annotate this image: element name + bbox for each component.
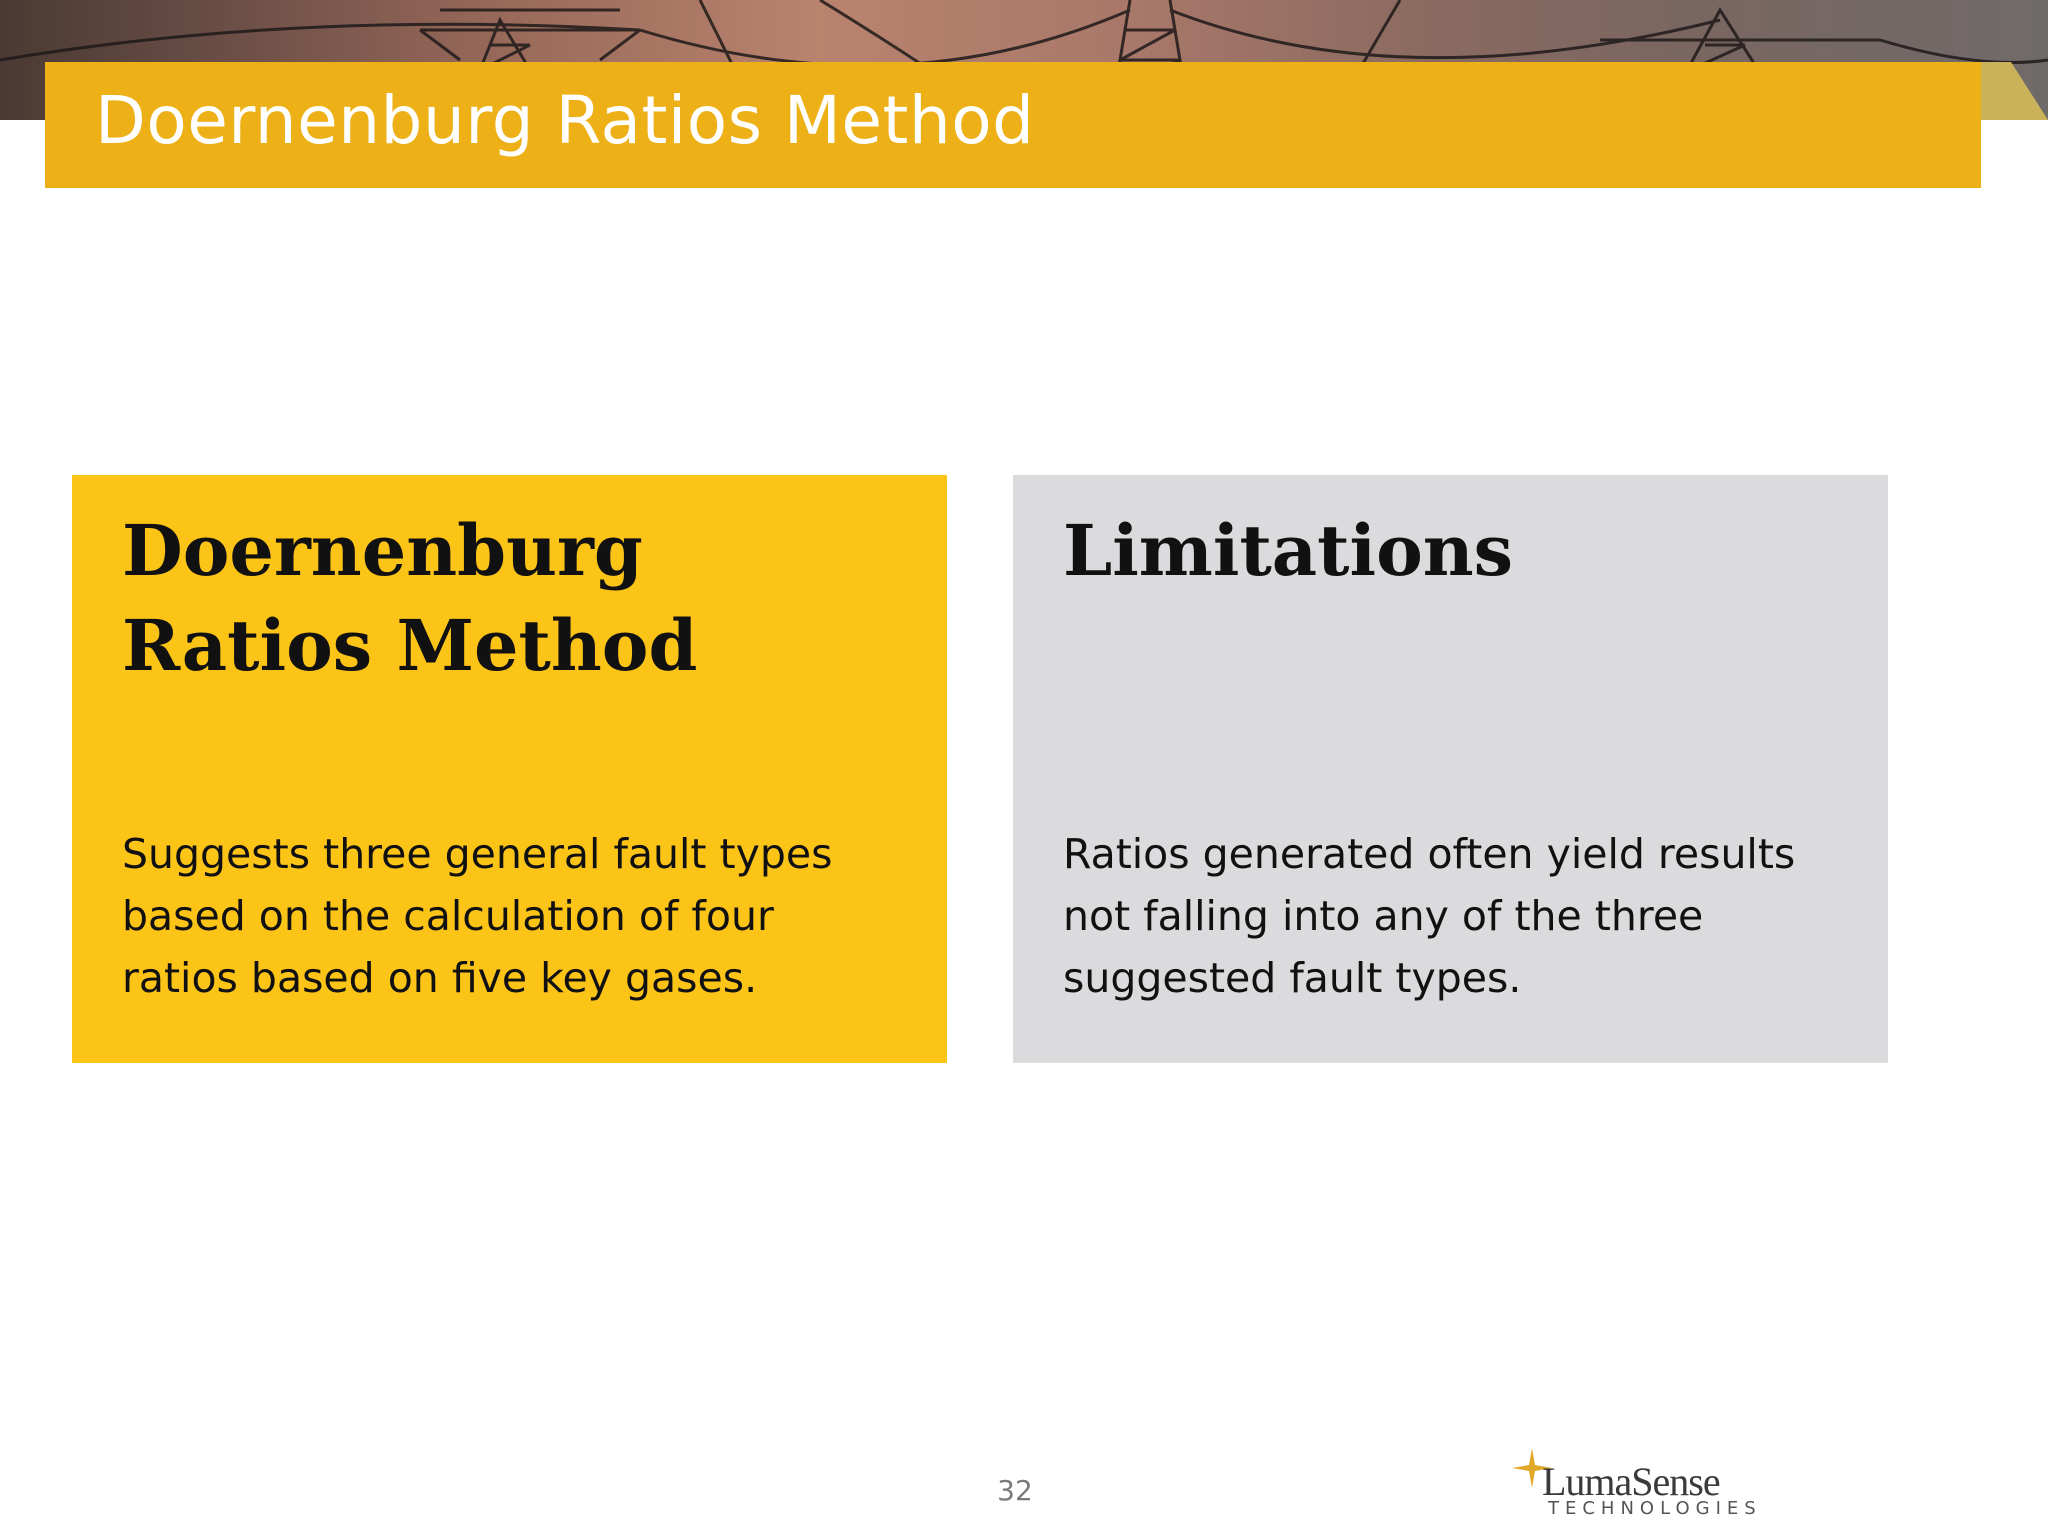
slide-title: Doernenburg Ratios Method xyxy=(95,82,1035,159)
card-body-line: not falling into any of the three xyxy=(1063,892,1704,940)
card-body-line: ratios based on five key gases. xyxy=(122,954,758,1002)
card-limitations xyxy=(1013,475,1888,1063)
card-heading-line: Doernenburg xyxy=(122,509,643,592)
card-heading xyxy=(1063,503,1853,598)
card-body-line: based on the calculation of four xyxy=(122,892,774,940)
card-body-line: suggested fault types. xyxy=(1063,954,1522,1002)
card-body xyxy=(1063,823,1863,1009)
card-heading xyxy=(122,503,912,693)
title-corner-accent-icon xyxy=(1981,62,2048,120)
card-body-line: Suggests three general fault types xyxy=(122,830,833,878)
card-body-line: Ratios generated often yield results xyxy=(1063,830,1796,878)
card-doernenburg-method xyxy=(72,475,947,1063)
lumasense-logo xyxy=(1512,1448,1772,1520)
logo-name: LumaSense xyxy=(1542,1459,1720,1504)
card-body xyxy=(122,823,922,1009)
card-heading-line: Ratios Method xyxy=(122,604,698,687)
page-number: 32 xyxy=(997,1474,1033,1507)
logo-subtitle: TECHNOLOGIES xyxy=(1548,1498,1762,1519)
card-heading-line: Limitations xyxy=(1063,509,1514,592)
